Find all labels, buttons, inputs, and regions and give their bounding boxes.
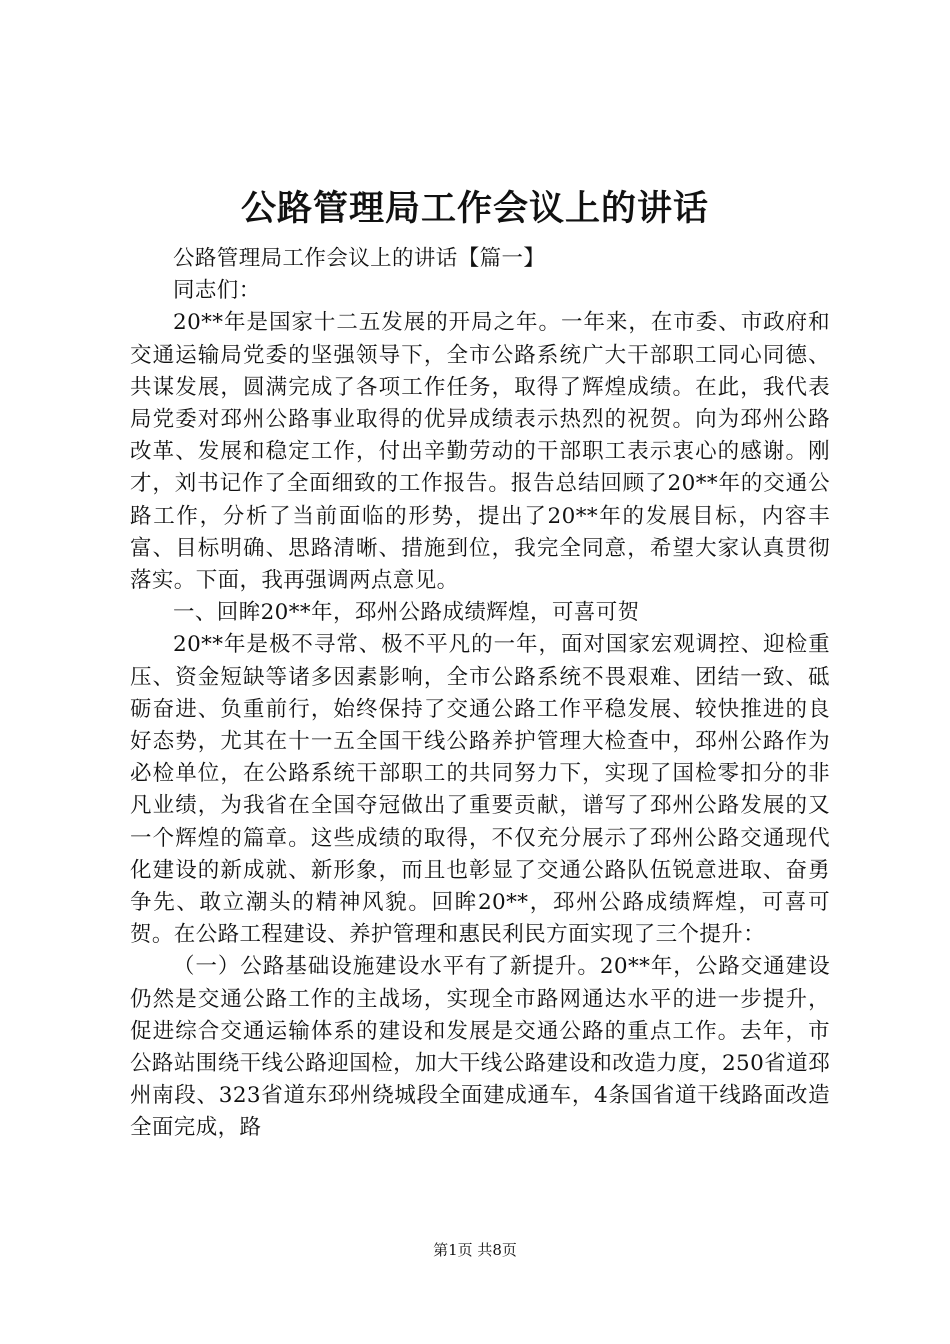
body-paragraph: 20**年是国家十二五发展的开局之年。一年来，在市委、市政府和交通运输局党委的坚强领导下，全市公路系统广大干部职工同心同德、共谋发展，圆满完成了各项工作任务，取得了辉煌成绩。在此，我代表局党委对邳州公路事业取得的优异成绩表示热烈的祝贺。向为邳州公路改革、发展和稳定工作，付出辛勤劳动的干部职工表示衷心的感谢。刚才，刘书记作了全面细致的工作报告。报告总结回顾了20**年的交通公路工作，分析了当前面临的形势，提出了20**年的发展目标，内容丰富、目标明确、思路清晰、措施到位，我完全同意，希望大家认真贯彻落实。下面，我再强调两点意见。 [130,310,830,594]
subheading: 一、回眸20**年，邳州公路成绩辉煌，可喜可贺 [173,600,640,626]
document-body [130,243,830,1145]
body-paragraph: （一）公路基础设施建设水平有了新提升。20**年，公路交通建设仍然是交通公路工作的主战场，实现全市路网通达水平的进一步提升，促进综合交通运输体系的建设和发展是交通公路的重点工作。去年，市公路站围绕干线公路迎国检，加大干线公路建设和改造力度，250省道邳州南段、323省道东邳州绕城段全面建成通车，4条国省道干线路面改造全面完成，路 [130,954,830,1141]
page-footer: 第1页 共8页 [433,1241,517,1259]
body-paragraph: 20**年是极不寻常、极不平凡的一年，面对国家宏观调控、迎检重压、资金短缺等诸多因素影响，全市公路系统不畏艰难、团结一致、砥砺奋进、负重前行，始终保持了交通公路工作平稳发展、较快推进的良好态势，尤其在十一五全国干线公路养护管理大检查中，邳州公路作为必检单位，在公路系统干部职工的共同努力下，实现了国检零扣分的非凡业绩，为我省在全国夺冠做出了重要贡献，谱写了邳州公路发展的又一个辉煌的篇章。这些成绩的取得，不仅充分展示了邳州公路交通现代化建设的新成就、新形象，而且也彰显了交通公路队伍锐意进取、奋勇争先、敢立潮头的精神风貌。回眸20**，邳州公路成绩辉煌，可喜可贺。在公路工程建设、养护管理和惠民利民方面实现了三个提升： [130,632,830,948]
document-title: 公路管理局工作会议上的讲话 [240,188,709,229]
salutation: 同志们： [173,278,261,304]
section-heading: 公路管理局工作会议上的讲话【篇一】 [173,246,546,271]
